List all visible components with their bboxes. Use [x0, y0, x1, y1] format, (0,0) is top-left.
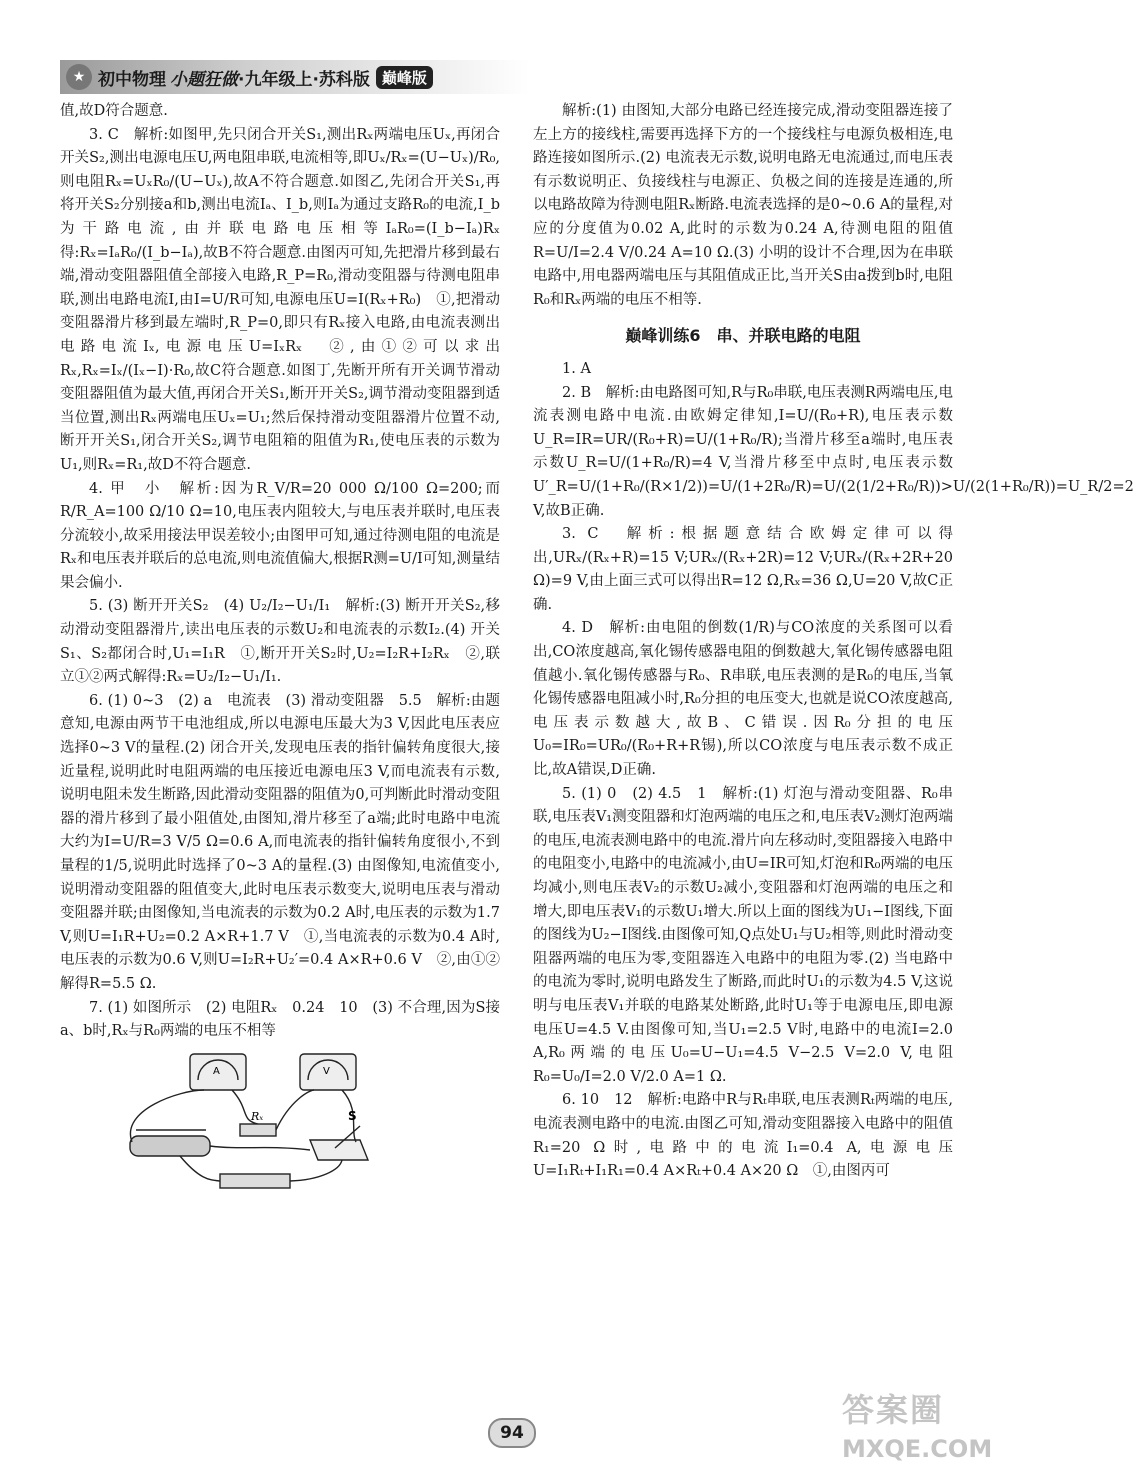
answer-6-right: 6. 10 12 解析:电路中R与Rₜ串联,电压表测Rₜ两端的电压,电流表测电路中的电流.由图乙可知,滑动变阻器接入电路中的阻值R₁=20 Ω时,电路中的电流I₁=0.4 A,电源电压U=I₁Rₜ+I₁R₁=0.4 A×Rₜ+0.4 A×20 Ω ①,由图丙可: [533, 1092, 953, 1180]
answer-4: 4. 甲 小 解析:因为R_V/R=20 000 Ω/100 Ω=200;而R/R_A=100 Ω/10 Ω=10,电压表内阻较大,与电压表并联时,电压表分流较小,故采用接法甲误差较小;由图甲可知,通过待测电阻的电流是Rₓ和电压表并联后的总电流,则电流值偏大,根据R测=U/I可知,测量结果会偏小.: [60, 480, 500, 591]
header-edition-badge: 巅峰版: [376, 66, 433, 89]
header-series: 小题狂做: [170, 69, 238, 90]
answer-2: 2. B 解析:由电路图可知,R与R₀串联,电压表测R两端电压,电流表测电路中电流.由欧姆定律知,I=U/(R₀+R),电压表示数U_R=IR=UR/(R₀+R)=U/(1+R₀/R);当滑片移至a端时,电压表示数U_R=U/(1+R₀/R)=4 V,当滑片移至中点时,电压表示数U′_R=U/(1+R₀/(R×1/2))=U/(1+2R₀/R)=U/(2(1/2+R₀/R))>U/(2(1+R₀/R))=U_R/2=2 V,故B正确.: [533, 384, 1134, 519]
section-title: 巅峰训练6 串、并联电路的电阻: [625, 326, 861, 346]
left-column: [60, 100, 500, 1200]
answer-continuation: 值,故D符合题意.: [60, 103, 168, 119]
site-watermark: [842, 1385, 992, 1465]
answer-3-right: 3. C 解析:根据题意结合欧姆定律可以得出,URₓ/(Rₓ+R)=15 V;URₓ/(Rₓ+2R)=12 V;URₓ/(Rₓ+2R+20 Ω)=9 V,由上面三式可以得出R=12 Ω,Rₓ=36 Ω,U=20 V,故C正确.: [533, 526, 953, 613]
ammeter-symbol: A: [213, 1065, 220, 1077]
answer-7-analysis: 解析:(1) 由图知,大部分电路已经连接完成,滑动变阻器连接了左上方的接线柱,需要再选择下方的一个接线柱与电源负极相连,电路连接如图所示.(2) 电流表无示数,说明电路无电流通过,而电压表有示数说明正、负接线柱与电源正、负极之间的连接是连通的,所以电路故障为待测电阻Rₓ断路.电流表选择的是0~0.6 A的量程,对应的分度值为0.02 A,此时的示数为0.24 A,待测电阻的阻值R=U/I=2.4 V/0.24 A=10 Ω.(3) 小明的设计不合理,因为在串联电路中,用电器两端电压与其阻值成正比,当开关S由a拨到b时,电阻R₀和Rₓ两端的电压不相等.: [533, 103, 953, 308]
watermark-en: MXQE.COM: [842, 1435, 993, 1463]
header-grade: ·九年级上·苏科版: [238, 69, 370, 90]
answer-5: 5. (3) 断开开关S₂ (4) U₂/I₂−U₁/I₁ 解析:(3) 断开开关S₂,移动滑动变阻器滑片,读出电压表的示数U₂和电流表的示数I₂.(4) 开关S₁、S₂都闭合时,U₁=I₁R ①,断开开关S₂时,U₂=I₂R+I₂Rₓ ②,联立①②两式解得:Rₓ=U₂/I₂−U₁/I₁.: [60, 598, 500, 686]
answer-4-right: 4. D 解析:由电阻的倒数(1/R)与CO浓度的关系图可以看出,CO浓度越高,氧化锡传感器电阻的倒数越大,氧化锡传感器电阻值越小.氧化锡传感器与R₀、R串联,电压表测的是R₀的电压,当氧化锡传感器电阻减小时,R₀分担的电压变大,也就是说CO浓度越高,电压表示数越大,故B、C错误.因R₀分担的电压U₀=IR₀=UR₀/(R₀+R+R锡),所以CO浓度与电压表示数不成正比,故A错误,D正确.: [533, 620, 953, 779]
circuit-figure: [120, 1050, 380, 1200]
rx-label: Rₓ: [251, 1109, 264, 1123]
answer-5-right: 5. (1) 0 (2) 4.5 1 解析:(1) 灯泡与滑动变阻器、R₀串联,电压表V₁测变阻器和灯泡两端的电压之和,电压表V₂测灯泡两端的电压,电流表测电路中的电流.滑片向左移动时,变阻器接入电路中的电阻变小,电路中的电流减小,由U=IR可知,灯泡和R₀两端的电压均减小,则电压表V₂的示数U₂减小,变阻器和灯泡两端的电压之和增大,即电压表V₁的示数U₁增大.所以上面的图线为U₁−I图线,下面的图线为U₂−I图线.由图像可知,Q点处U₁与U₂相等,则此时滑动变阻器两端的电压为零,变阻器连入电路中的电阻为零.(2) 当电路中的电流为零时,说明电路发生了断路,而此时U₁的示数为4.5 V,这说明与电压表V₁并联的电路某处断路,此时U₁等于电源电压,即电源电压U=4.5 V.由图像可知,当U₁=2.5 V时,电路中的电流I=2.0 A,R₀两端的电压U₀=U−U₁=4.5 V−2.5 V=2.0 V,电阻R₀=U₀/I=2.0 V/2.0 A=1 Ω.: [533, 785, 953, 1085]
answer-1: 1. A: [562, 360, 591, 377]
book-logo-icon: ★: [66, 64, 92, 90]
switch-label: S: [348, 1108, 357, 1123]
answer-6: 6. (1) 0~3 (2) a 电流表 (3) 滑动变阻器 5.5 解析:由题意知,电源由两节干电池组成,所以电源电压最大为3 V,因此电压表应选择0~3 V的量程.(2) 闭合开关,发现电压表的指针偏转角度很大,接近量程,说明此时电阻两端的电压接近电源电压3 V,而电流表有示数,说明电阻未发生断路,因此滑动变阻器的阻值为0,可判断此时滑动变阻器的滑片移到了最小阻值处,由图知,滑片移至了a端;此时电路中电流大约为I=U/R=3 V/5 Ω=0.6 A,而电流表的指针偏转角度很小,不到量程的1/5,说明此时选择了0~3 A的量程.(3) 由图像知,电流值变小,说明滑动变阻器的阻值变大,此时电压表示数变大,说明电压表与滑动变阻器并联;由图像知,当电流表的示数为0.2 A时,电压表的示数为1.7 V,则U=I₁R+U₂=0.2 A×R+1.7 V ①,当电流表的示数为0.4 A时,电压表的示数为0.6 V,则U=I₂R+U₂′=0.4 A×R+0.6 V ②,由①②解得R=5.5 Ω.: [60, 692, 500, 992]
voltmeter-symbol: V: [323, 1065, 330, 1077]
watermark-cn: 答案圈: [842, 1391, 945, 1429]
header-title: 初中物理: [98, 69, 166, 90]
page-header: [60, 60, 530, 94]
answer-7: 7. (1) 如图所示 (2) 电阻Rₓ 0.24 10 (3) 不合理,因为S接a、b时,Rₓ与R₀两端的电压不相等: [60, 999, 500, 1040]
right-column: [533, 100, 1134, 1184]
page-number: 94: [488, 1418, 536, 1448]
answer-3: 3. C 解析:如图甲,先只闭合开关S₁,测出Rₓ两端电压Uₓ,再闭合开关S₂,测出电源电压U,两电阻串联,电流相等,即Uₓ/Rₓ=(U−Uₓ)/R₀,则电阻Rₓ=UₓR₀/(U−Uₓ),故A不符合题意.如图乙,先闭合开关S₁,再将开关S₂分别接a和b,测出电流Iₐ、I_b,则Iₐ为通过支路R₀的电流,I_b为干路电流,由并联电路电压相等IₐR₀=(I_b−Iₐ)Rₓ得:Rₓ=IₐR₀/(I_b−Iₐ),故B不符合题意.由图丙可知,先把滑片移到最右端,滑动变阻器阻值全部接入电路,R_P=R₀,滑动变阻器与待测电阻串联,测出电路电流I,由I=U/R可知,电源电压U=I(Rₓ+R₀) ①,把滑动变阻器滑片移到最左端时,R_P=0,即只有Rₓ接入电路,由电流表测出电路电流Iₓ,电源电压U=IₓRₓ ②,由①②可以求出Rₓ,Rₓ=Iₓ/(Iₓ−I)·R₀,故C符合题意.如图丁,先断开所有开关调节滑动变阻器阻值为最大值,再闭合开关S₁,断开开关S₂,调节滑动变阻器到适当位置,测出Rₓ两端电压Uₓ=U₁;然后保持滑动变阻器滑片位置不动,断开开关S₁,闭合开关S₂,调节电阻箱的阻值为R₁,使电压表的示数为U₁,则Rₓ=R₁,故D不符合题意.: [60, 126, 500, 473]
